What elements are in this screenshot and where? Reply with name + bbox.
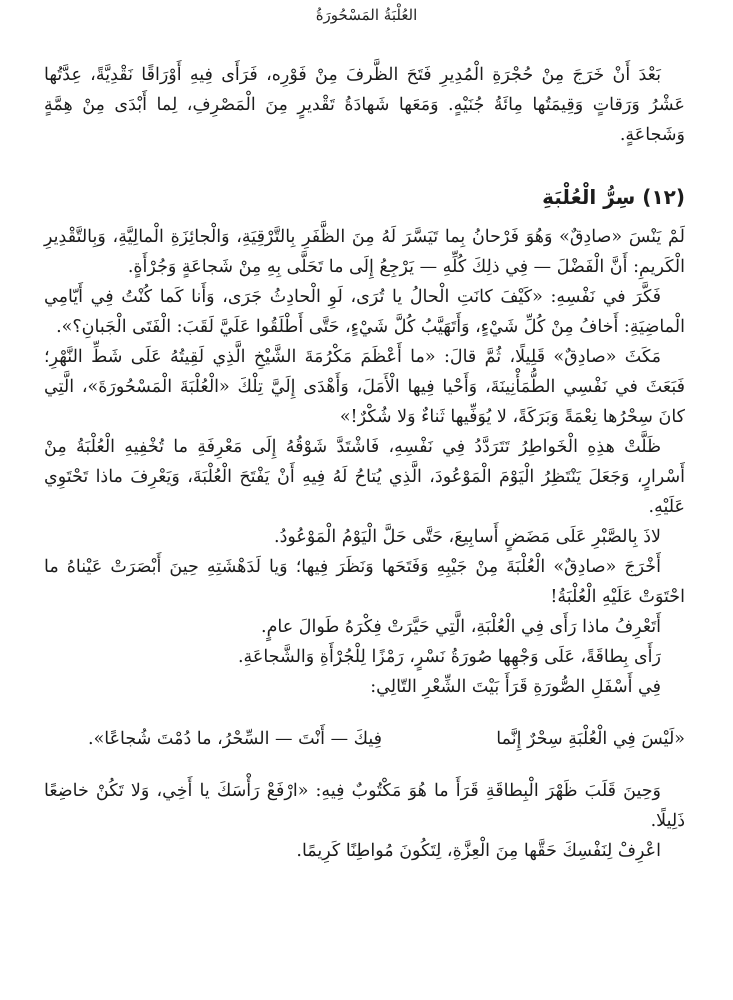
verse-first-hemistich: «لَيْسَ فِي الْعُلْبَةِ سِحْرٌ إِنَّما [496,729,685,749]
body-paragraph: فِي أَسْفَلِ الصُّورَةِ قَرَأَ بَيْتَ الشِّعْرِ التّالِي: [370,677,661,697]
poetry-verse [44,724,685,754]
body-paragraph: أَخْرَجَ «صادِقٌ» الْعُلْبَةَ مِنْ جَيْبِهِ وَفَتَحَها وَنَظَرَ فِيها؛ وَيا لَدَهْشَتِهِ حِينَ أَبْصَرَتْ عَيْناهُ ما احْتَوَتْ عَلَيْهِ الْعُلْبَةُ! [44,557,685,607]
body-paragraph: لَمْ يَنْسَ «صادِقٌ» وَهُوَ فَرْحانُ بِما تَيَسَّرَ لَهُ مِنَ الظَّفَرِ بِالتَّرْقِيَةِ، وَالْجائِزَةِ الْمالِيَّةِ، وَبِالتَّقْدِيرِ الْكَريمِ: أَنَّ الْفَضْلَ — فِي ذلِكَ كُلِّهِ — يَرْجِعُ إِلَى ما تَحَلَّى بِهِ مِنْ شَجاعَةٍ وَجُرْأَةٍ. [44,227,685,277]
closing-paragraph: اعْرِفْ لِنَفْسِكَ حَقَّها مِنَ الْعِزَّةِ، لِتَكُونَ مُواطِنًا كَرِيمًا. [296,841,661,861]
body-paragraph: ظَلَّتْ هذِهِ الْخَواطِرُ تَتَرَدَّدُ فِي نَفْسِهِ، فَاشْتَدَّ شَوْقُهُ إِلَى مَعْرِفَةِ ما تُخْفِيهِ الْعُلْبَةُ مِنْ أَسْرارٍ، وَجَعَلَ يَنْتَظِرُ الْيَوْمَ الْمَوْعُودَ، الَّذِي يُتاحُ لَهُ فِيهِ أَنْ يَفْتَحَ الْعُلْبَةَ، وَيَعْرِفَ ماذا تَحْتَوِي عَلَيْهِ. [44,437,685,517]
body-paragraph: أَتَعْرِفُ ماذا رَأَى فِي الْعُلْبَةِ، الَّتِي حَيَّرَتْ فِكْرَهُ طَوالَ عامٍ. [261,617,661,637]
page-body [44,60,685,866]
intro-paragraph: بَعْدَ أَنْ خَرَجَ مِنْ حُجْرَةِ الْمُدِيرِ فَتَحَ الظَّرفَ مِنْ فَوْرِه، فَرَأَى فِيهِ أَوْرَاقًا نَقْدِيَّةً، عِدَّتُها عَشْرُ وَرَقاتٍ وَقِيمَتُها مِائَةُ جُنَيْهٍ. وَمَعَها شَهادَةُ تَقْديرٍ مِنَ الْمَصْرِفِ، لِما أَبْدَى مِنْ هِمَّةٍ وَشَجاعَةٍ. [44,65,685,145]
running-header: العُلْبَةُ المَسْحُورَةُ [315,6,418,24]
body-paragraph: لاذَ بِالصَّبْرِ عَلَى مَضَضٍ أَسابِيعَ، حَتَّى حَلَّ الْيَوْمُ الْمَوْعُودُ. [274,527,661,547]
body-paragraph: رَأَى بِطاقَةً، عَلَى وَجْهِها صُورَةُ نَسْرٍ، رَمْزًا لِلْجُرْأَةِ وَالشَّجاعَةِ. [237,647,661,667]
closing-paragraph: وَحِينَ قَلَبَ ظَهْرَ الْبِطاقَةِ قَرَأَ ما هُوَ مَكْتُوبٌ فِيهِ: «ارْفَعْ رَأْسَكَ يا أَخِي، وَلا تَكُنْ خاضِعًا ذَلِيلًا. [44,781,685,831]
verse-second-hemistich: فِيكَ — أَنْتَ — السِّحْرُ، ما دُمْتَ شُجاعًا». [88,729,383,749]
section-title: (١٢) سِرُّ الْعُلْبَةِ [542,185,685,209]
body-paragraph: مَكَثَ «صادِقٌ» قَلِيلًا، ثُمَّ قالَ: «ما أَعْظَمَ مَكْرُمَةَ الشَّيْخِ الَّذِي لَقِيتُهُ عَلَى شَطِّ النَّهْرِ؛ فَبَعَثَ في نَفْسِي الطُّمَأْنِينَةَ، وَأَحْيا فِيها الْأَمَلَ، وَأَهْدَى إِلَيَّ تِلْكَ «الْعُلْبَةَ الْمَسْحُورَةَ»، الَّتِي كانَ سِحْرُها نِعْمَةً وَبَرَكَةً، لا يُوَفِّيها ثَناءٌ وَلا شُكْرٌ!» [44,347,685,427]
body-paragraph: فَكَّرَ في نَفْسِهِ: «كَيْفَ كانَتِ الْحالُ يا تُرَى، لَوِ الْحادِثُ جَرَى، وَأَنا كَما كُنْتُ فِي أَيّامِي الْماضِيَةِ: أَخافُ مِنْ كُلِّ شَيْءٍ، وَأَتَهَيَّبُ كُلَّ شَيْءٍ، حَتَّى أَطْلَقُوا عَلَيَّ لَقَبَ: الْفَتَى الْجَبانِ؟». [44,287,685,337]
